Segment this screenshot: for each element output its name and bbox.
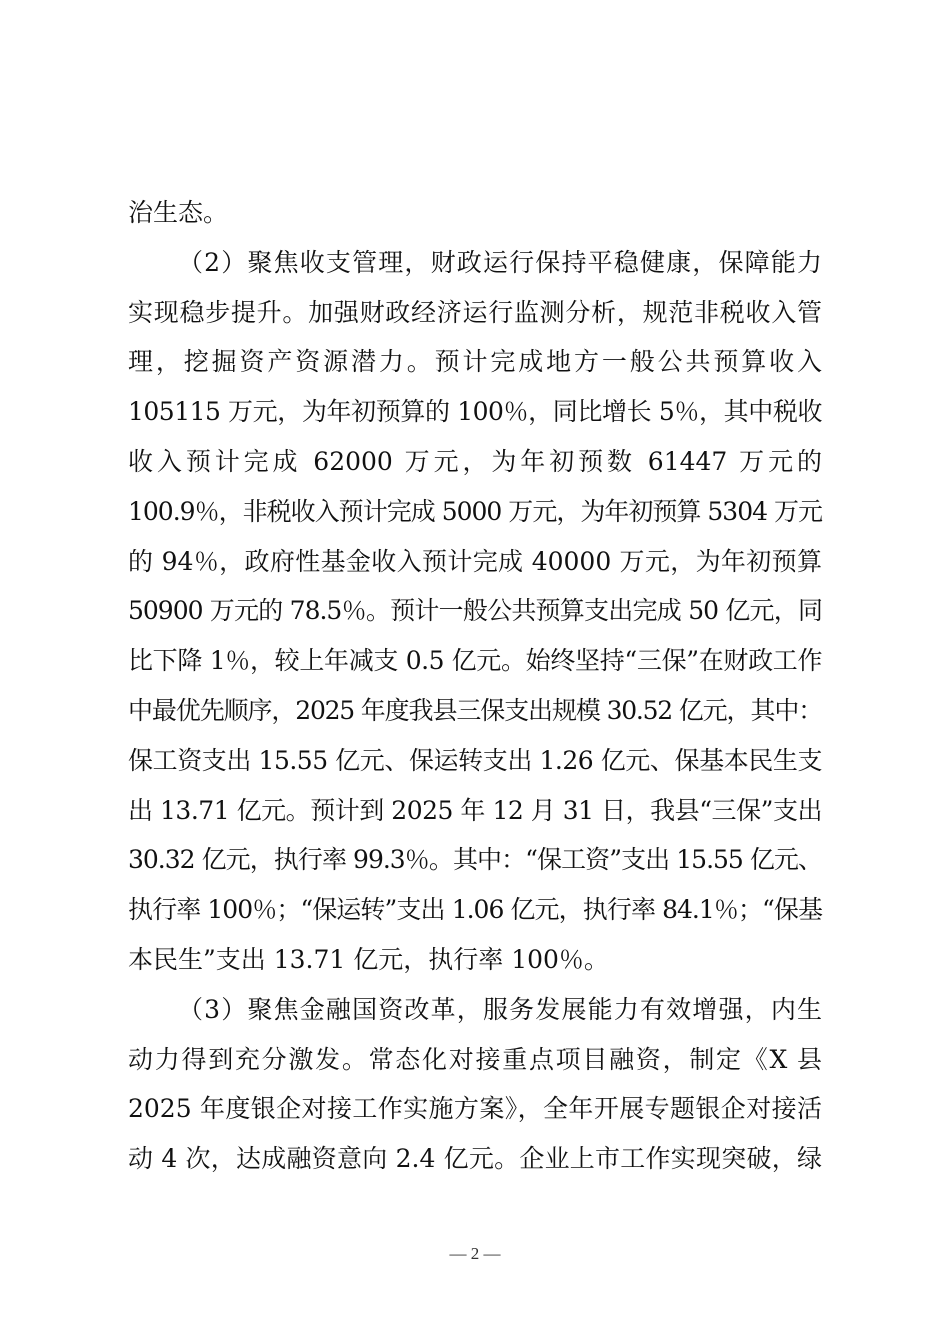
text-line: 理，挖掘资产资源潜力。预计完成地方一般公共预算收入 (128, 347, 822, 377)
body-text (128, 188, 822, 1184)
text-line: （3）聚焦金融国资改革，服务发展能力有效增强，内生 (178, 994, 822, 1024)
text-line: 105115 万元，为年初预算的 100％，同比增长 5％，其中税收 (128, 397, 822, 427)
text-line: 收入预计完成 62000 万元，为年初预数 61447 万元的 (128, 446, 822, 476)
text-line: 本民生”支出 13.71 亿元，执行率 100％。 (128, 944, 609, 974)
text-line: 100.9％，非税收入预计完成 5000 万元，为年初预算 5304 万元 (128, 496, 822, 526)
text-line: 保工资支出 15.55 亿元、保运转支出 1.26 亿元、保基本民生支 (128, 745, 822, 775)
text-line: 动力得到充分激发。常态化对接重点项目融资，制定《X 县 (128, 1044, 822, 1074)
text-line: 2025 年度银企对接工作实施方案》，全年开展专题银企对接活 (128, 1094, 822, 1124)
text-line: 比下降 1％，较上年减支 0.5 亿元。始终坚持“三保”在财政工作 (128, 646, 822, 676)
text-line: （2）聚焦收支管理，财政运行保持平稳健康，保障能力 (178, 247, 822, 277)
text-line: 实现稳步提升。加强财政经济运行监测分析，规范非税收入管 (128, 297, 822, 327)
text-line: 的 94％，政府性基金收入预计完成 40000 万元，为年初预算 (128, 546, 822, 576)
text-line: 执行率 100％；“保运转”支出 1.06 亿元，执行率 84.1％；“保基 (128, 895, 822, 925)
text-line: 动 4 次，达成融资意向 2.4 亿元。企业上市工作实现突破，绿 (128, 1144, 822, 1174)
text-line: 30.32 亿元，执行率 99.3％。其中：“保工资”支出 15.55 亿元、 (128, 845, 822, 875)
text-line: 出 13.71 亿元。预计到 2025 年 12 月 31 日，我县“三保”支出 (128, 795, 822, 825)
text-line: 50900 万元的 78.5％。预计一般公共预算支出完成 50 亿元，同 (128, 596, 822, 626)
text-line: 治生态。 (128, 198, 229, 227)
page-number: — 2 — (449, 1244, 501, 1263)
text-line: 中最优先顺序，2025 年度我县三保支出规模 30.52 亿元，其中： (128, 695, 822, 725)
